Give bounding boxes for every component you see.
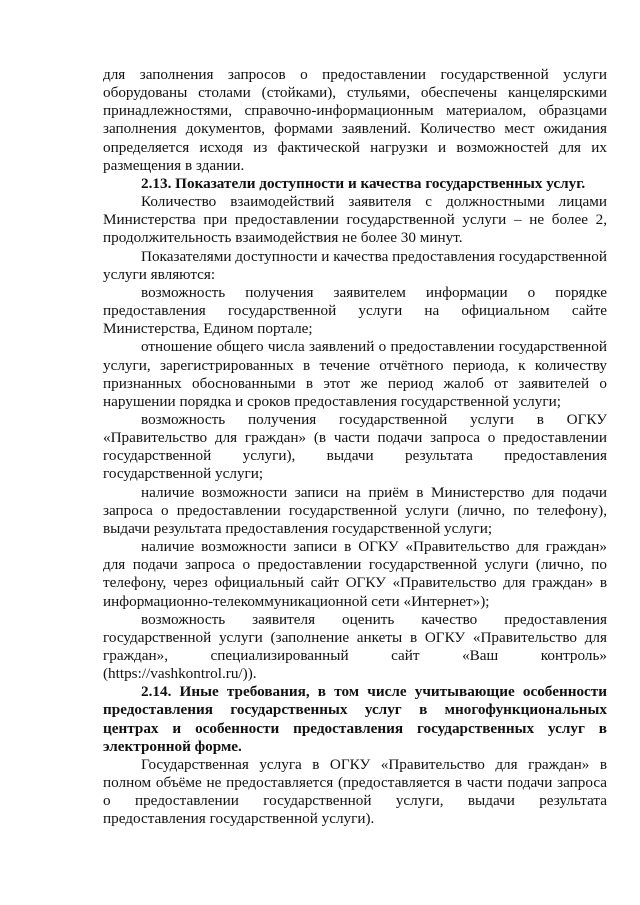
paragraph-indicator-ogku: возможность получения государственной услуги в ОГКУ «Правительство для граждан» (в части подачи запроса о предоставлении государственной услуги), выдачи результата предоставления государственной услуги; — [103, 410, 607, 483]
paragraph-indicator-ministry-appointment: наличие возможности записи на приём в Министерство для подачи запроса о предоставлении государственной услуги (лично, по телефону), выдачи результата предоставления государственной услуги; — [103, 483, 607, 537]
paragraph-ogku-service-scope: Государственная услуга в ОГКУ «Правительство для граждан» в полном объёме не предоставляется (предоставляется в части подачи запроса о предоставлении государственной услуги, выдачи результата предоставления государственной услуги). — [103, 755, 607, 828]
document-page — [103, 66, 607, 829]
paragraph-indicator-info: возможность получения заявителем информации о порядке предоставления государственной услуги на официальном сайте Министерства, Едином портале; — [103, 283, 607, 338]
paragraph-indicators-intro: Показателями доступности и качества предоставления государственной услуги являются: — [103, 247, 607, 283]
paragraph-indicator-quality-rating: возможность заявителя оценить качество предоставления государственной услуги (заполнение анкеты в ОГКУ «Правительство для граждан», специализированный сайт «Ваш контроль» (https://vashkontrol.ru/)). — [103, 610, 607, 683]
heading-2-13: 2.13. Показатели доступности и качества государственных услуг. — [141, 174, 586, 192]
paragraph-waiting-places: для заполнения запросов о предоставлении государственной услуги оборудованы столами (стойками), стульями, обеспечены канцелярскими принадлежностями, справочно-информационным материалом, образцами заполнения документов, формами заявлений. Количество мест ожидания определяется исходя из фактической нагрузки и возможностей для их размещения в здании. — [103, 66, 607, 174]
paragraph-indicator-ogku-appointment: наличие возможности записи в ОГКУ «Правительство для граждан» для подачи запроса о предоставлении государственной услуги (лично, по телефону, через официальный сайт ОГКУ «Правительство для граждан» в информационно-телекоммуникационной сети «Интернет»); — [103, 538, 607, 610]
heading-2-14: 2.14. Иные требования, в том числе учитывающие особенности предоставления государственных услуг в многофункциональных центрах и особенности предоставления государственных услуг в электронной форме. — [103, 683, 607, 755]
paragraph-indicator-ratio: отношение общего числа заявлений о предоставлении государственной услуги, зарегистрированных в течение отчётного периода, к количеству признанных обоснованными в этот же период жалоб от заявителей о нарушении порядка и сроков предоставления государственной услуги; — [103, 338, 607, 410]
paragraph-interactions-count: Количество взаимодействий заявителя с должностными лицами Министерства при предоставлении государственной услуги – не более 2, продолжительность взаимодействия не более 30 минут. — [103, 193, 607, 247]
